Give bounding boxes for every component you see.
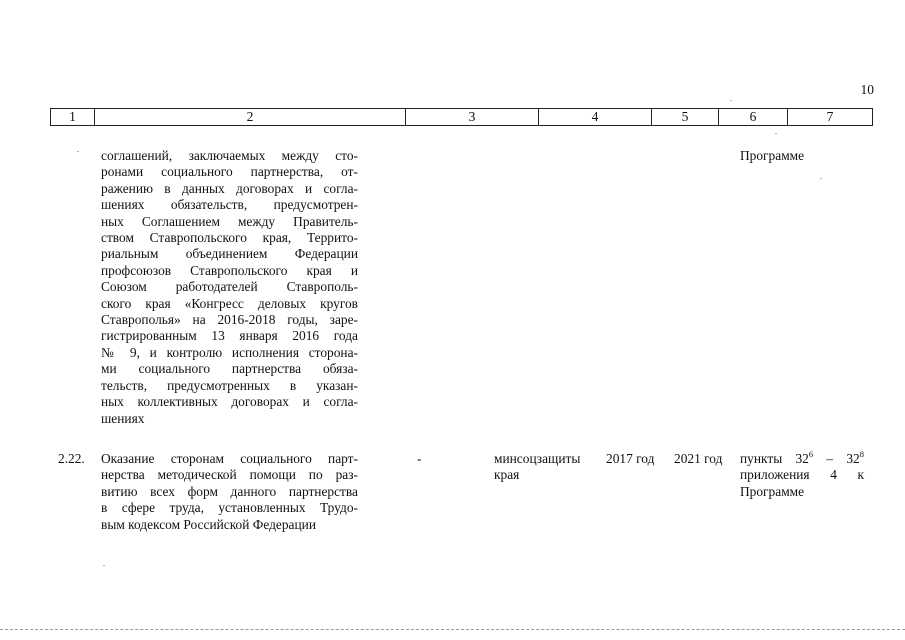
continuation-description (101, 148, 358, 427)
description-line: ми социального партнерства обяза- (101, 361, 358, 377)
row-description (101, 451, 358, 533)
description-line: ронами социального партнерства, от- (101, 164, 358, 180)
continuation-col7: Программе (740, 148, 805, 163)
row-col3-dash: - (417, 451, 422, 466)
scan-speck (103, 565, 105, 566)
description-line: Союзом работодателей Ставрополь- (101, 279, 358, 295)
description-line: профсоюзов Ставропольского края и (101, 262, 358, 278)
row-col4-line1: минсоцзащиты (494, 451, 581, 466)
description-line: шениях (101, 410, 145, 426)
description-line: Ставрополья» на 2016-2018 годы, заре- (101, 312, 358, 328)
description-line: риальным объединением Федерации (101, 246, 358, 262)
row-col7 (740, 451, 864, 500)
row-number: 2.22. (58, 451, 85, 466)
description-line: шениях обязательств, предусмотрен- (101, 197, 358, 213)
description-line: в сфере труда, установленных Трудо- (101, 500, 358, 516)
description-line: ных коллективных договорах и согла- (101, 394, 358, 410)
col7-dash: – (826, 451, 834, 466)
col7-sup-a: 6 (808, 449, 814, 459)
description-line: ных Соглашением между Правитель- (101, 213, 358, 229)
header-col-2: 2 (95, 109, 406, 125)
description-line: ского края «Конгресс деловых кругов (101, 295, 358, 311)
header-col-6: 6 (719, 109, 788, 125)
description-line: тельств, предусмотренных в указан- (101, 377, 358, 393)
col7-num-a: 32 (795, 451, 809, 466)
description-line: № 9, и контролю исполнения сторона- (101, 344, 358, 360)
row-col4-line2: края (494, 467, 520, 483)
description-line: вым кодексом Российской Федерации (101, 516, 316, 532)
description-line: соглашений, заключаемых между сто- (101, 148, 358, 163)
description-line: ством Ставропольского края, Террито- (101, 230, 358, 246)
header-col-1: 1 (51, 109, 95, 125)
scan-speck (730, 100, 732, 101)
col7-sup-b: 8 (859, 449, 864, 459)
col7-word: приложения (740, 467, 810, 483)
table-header (50, 108, 873, 126)
col7-num-b: 32 (846, 451, 860, 466)
col7-range-end (846, 451, 864, 467)
description-line: Оказание сторонам социального парт- (101, 451, 358, 466)
col7-range-start (795, 451, 813, 467)
col7-line1 (740, 451, 864, 467)
description-line: витию всех форм данного партнерства (101, 483, 358, 499)
header-col-5: 5 (652, 109, 719, 125)
scan-bottom-edge (0, 629, 905, 630)
scan-speck (77, 151, 79, 152)
col7-num: 4 (830, 467, 837, 483)
row-col6-end-year: 2021 год (674, 451, 723, 466)
page-number: 10 (860, 82, 874, 97)
col7-k: к (857, 467, 864, 483)
description-line: нерства методической помощи по раз- (101, 467, 358, 483)
scan-speck (820, 178, 822, 179)
description-line: гистрированным 13 января 2016 года (101, 328, 358, 344)
col7-line2 (740, 467, 864, 483)
col7-word: пункты (740, 451, 783, 466)
description-line: ражению в данных договорах и согла- (101, 180, 358, 196)
scan-speck (775, 133, 777, 134)
row-col5-start-year: 2017 год (606, 451, 655, 466)
header-col-4: 4 (539, 109, 652, 125)
header-col-3: 3 (406, 109, 539, 125)
header-col-7: 7 (826, 109, 834, 124)
col7-line3: Программе (740, 483, 805, 499)
